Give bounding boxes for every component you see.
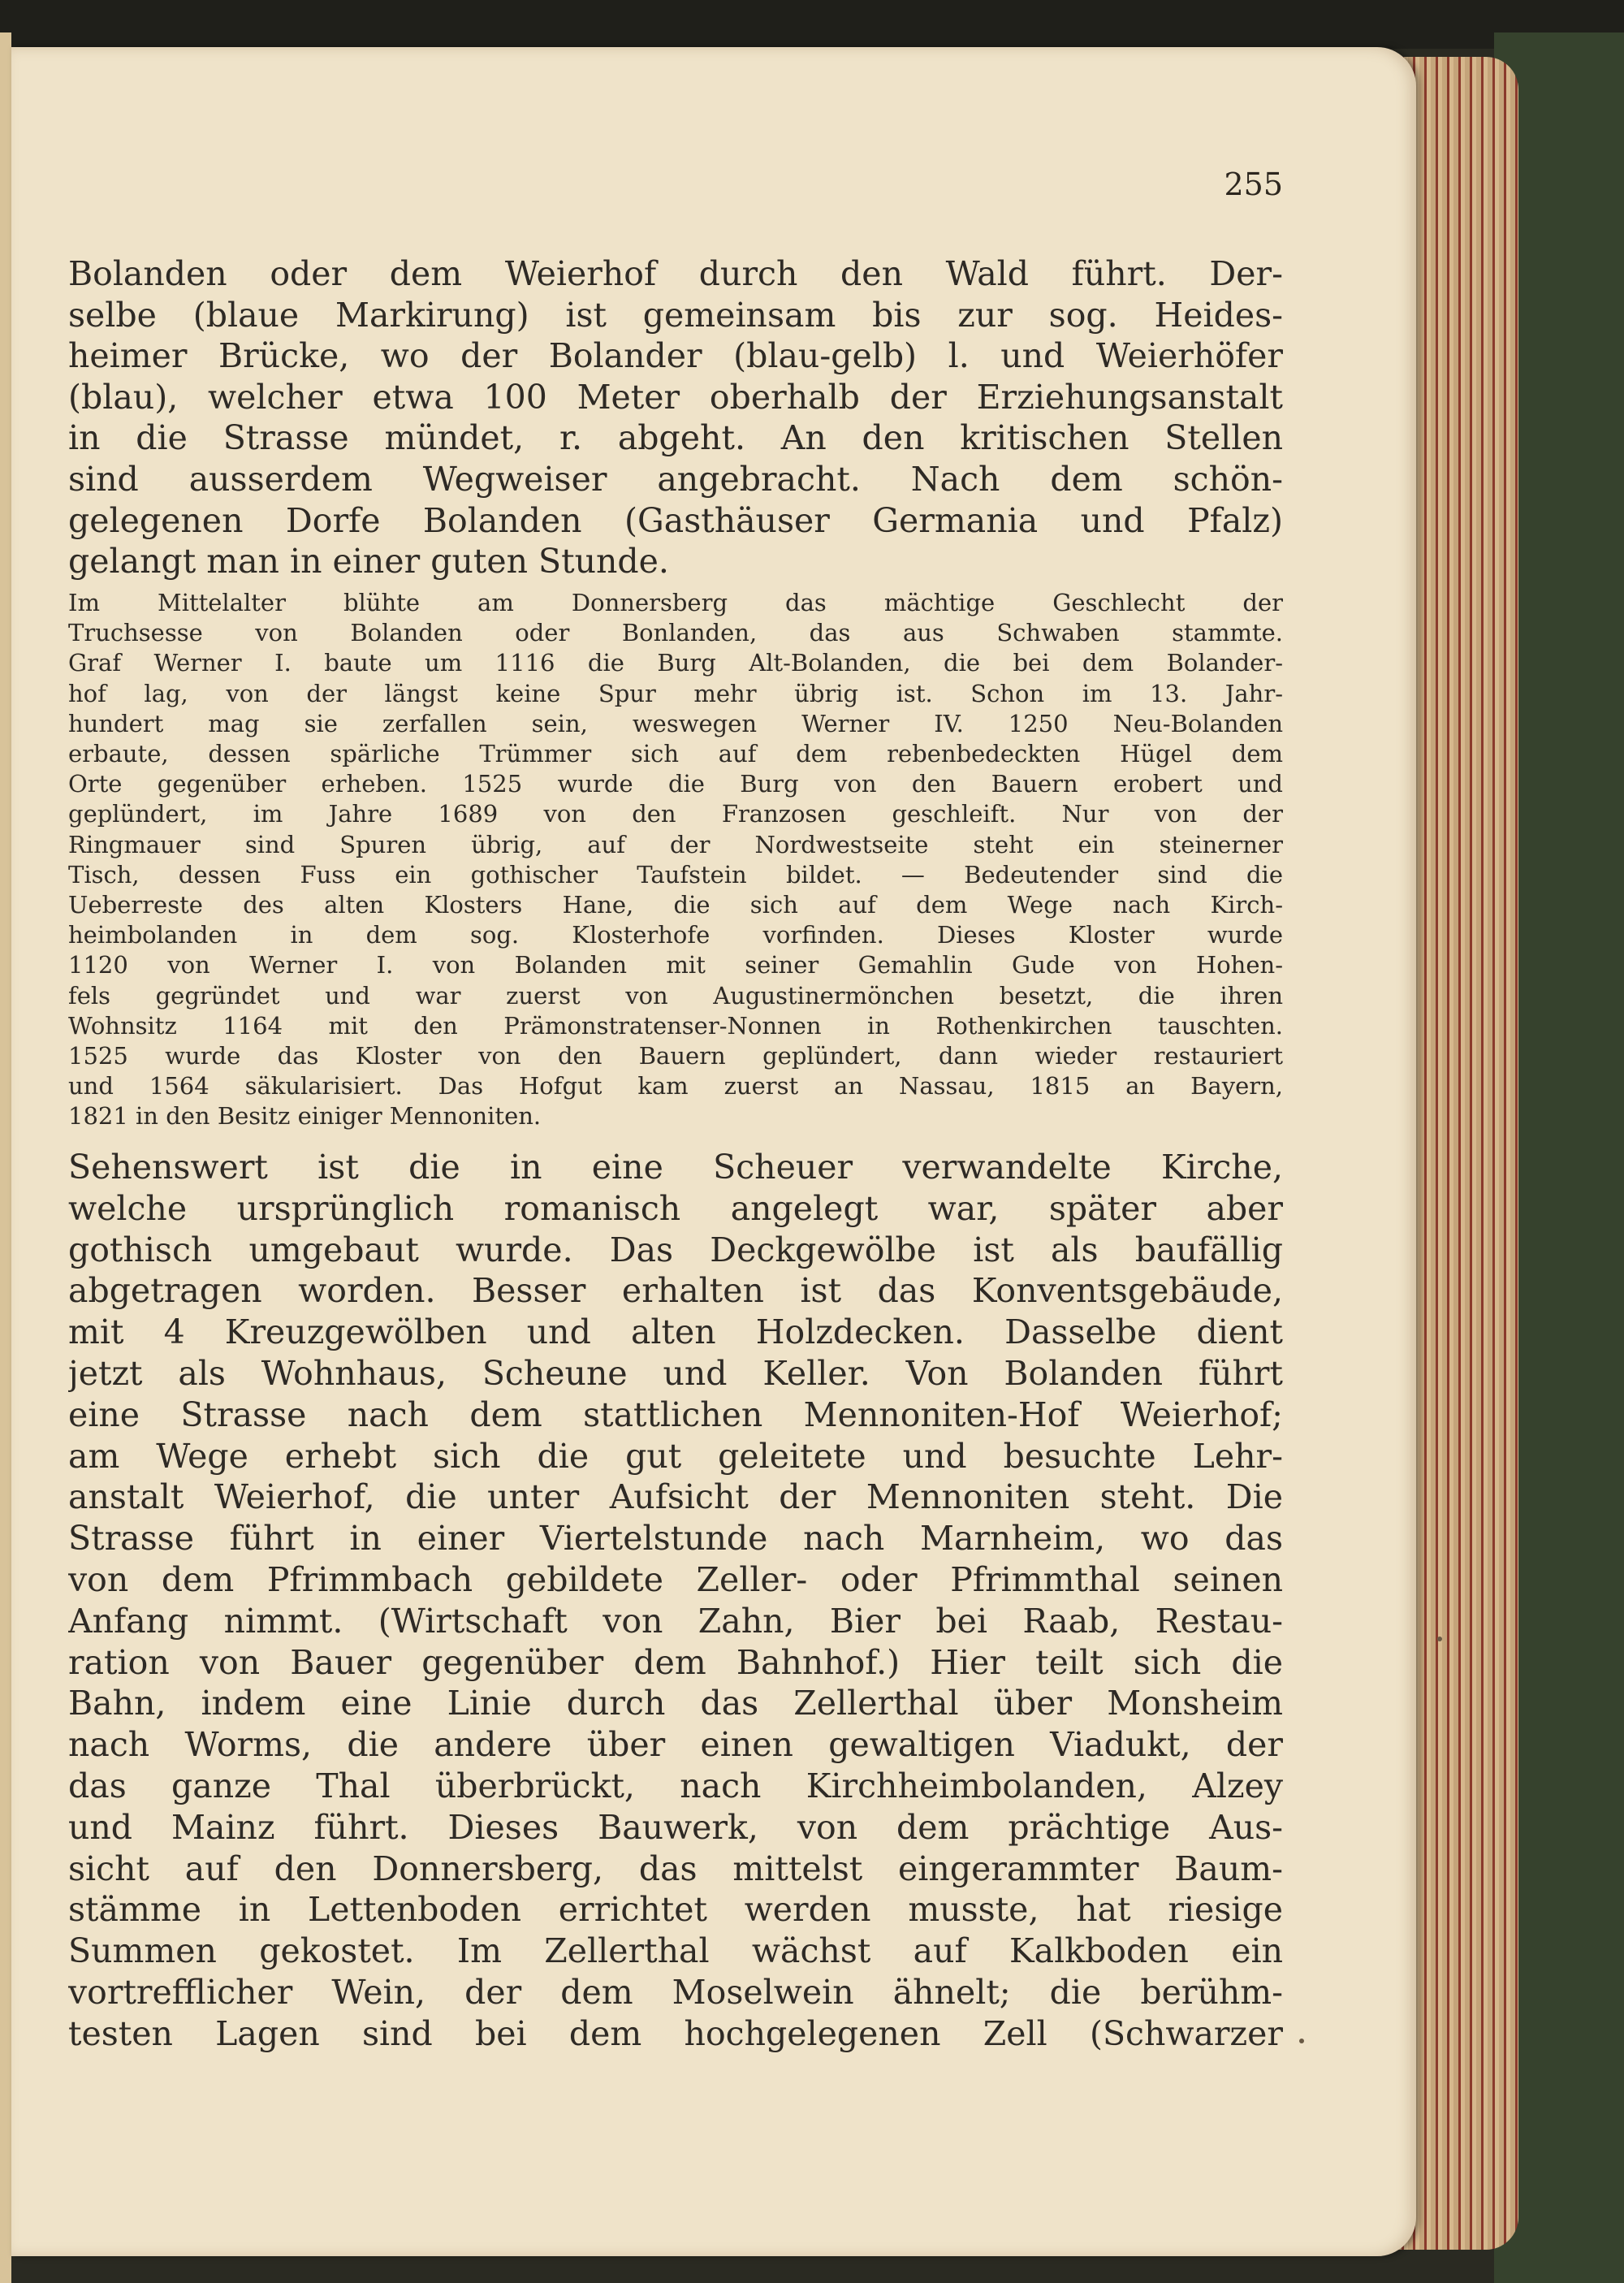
facing-page-edge: [0, 32, 11, 2283]
paragraph-2-line: das ganze Thal überbrückt, nach Kirchheimbolanden, Alzey: [68, 1766, 1283, 1805]
page-number: 255: [1224, 166, 1283, 202]
paragraph-2-line: von dem Pfrimmbach gebildete Zeller- oder Pfrimmthal seinen: [68, 1559, 1283, 1599]
footnote-line: 1821 in den Besitz einiger Mennoniten.: [68, 1102, 542, 1131]
footnote-line: fels gegründet und war zuerst von Augustinermönchen besetzt, die ihren: [68, 981, 1283, 1010]
paragraph-1-line: sind ausserdem Wegweiser angebracht. Nach dem schön-: [68, 459, 1283, 499]
footnote-line: Graf Werner I. baute um 1116 die Burg Alt-Bolanden, die bei dem Bolander-: [68, 649, 1283, 677]
paragraph-2-line: eine Strasse nach dem stattlichen Mennoniten-Hof Weierhof;: [68, 1394, 1283, 1434]
paragraph-1-line: gelangt man in einer guten Stunde.: [68, 542, 669, 582]
paragraph-2-line: nach Worms, die andere über einen gewaltigen Viadukt, der: [68, 1725, 1283, 1765]
paragraph-2-line: mit 4 Kreuzgewölben und alten Holzdecken. Dasselbe dient: [68, 1312, 1283, 1352]
footnote-line: Orte gegenüber erheben. 1525 wurde die Burg von den Bauern erobert und: [68, 770, 1283, 798]
footnote-line: geplündert, im Jahre 1689 von den Franzosen geschleift. Nur von der: [68, 800, 1283, 828]
footnote-line: Tisch, dessen Fuss ein gothischer Taufstein bildet. — Bedeutender sind die: [68, 860, 1283, 889]
paragraph-2-line: jetzt als Wohnhaus, Scheune und Keller. Von Bolanden führt: [68, 1353, 1283, 1393]
paragraph-2-line: Summen gekostet. Im Zellerthal wächst auf Kalkboden ein: [68, 1931, 1283, 1971]
paragraph-2-line: sicht auf den Donnersberg, das mittelst eingerammter Baum-: [68, 1848, 1283, 1888]
margin-mark: [1437, 1637, 1442, 1641]
footnote-line: Ringmauer sind Spuren übrig, auf der Nordwestseite steht ein steinerner: [68, 830, 1283, 858]
footnote-line: und 1564 säkularisiert. Das Hofgut kam zuerst an Nassau, 1815 an Bayern,: [68, 1072, 1283, 1100]
footnote-line: Ueberreste des alten Klosters Hane, die sich auf dem Wege nach Kirch-: [68, 891, 1283, 919]
book-cover-top: [0, 0, 1624, 49]
margin-mark: [1299, 2039, 1304, 2043]
paragraph-2-line: stämme in Lettenboden errichtet werden musste, hat riesige: [68, 1890, 1283, 1930]
paragraph-1-line: gelegenen Dorfe Bolanden (Gasthäuser Germania und Pfalz): [68, 500, 1283, 540]
paragraph-1-line: selbe (blaue Markirung) ist gemeinsam bis zur sog. Heides-: [68, 295, 1283, 335]
footnote-line: 1120 von Werner I. von Bolanden mit seiner Gemahlin Gude von Hohen-: [68, 951, 1283, 979]
footnote-line: Truchsesse von Bolanden oder Bonlanden, das aus Schwaben stammte.: [68, 619, 1283, 647]
footnote-line: Im Mittelalter blühte am Donnersberg das mächtige Geschlecht der: [68, 589, 1283, 616]
paragraph-1-line: (blau), welcher etwa 100 Meter oberhalb der Erziehungsanstalt: [68, 377, 1283, 417]
paragraph-2-line: Bahn, indem eine Linie durch das Zellerthal über Monsheim: [68, 1684, 1283, 1723]
paragraph-2-line: abgetragen worden. Besser erhalten ist das Konventsgebäude,: [68, 1271, 1283, 1311]
paragraph-2-line: Anfang nimmt. (Wirtschaft von Zahn, Bier bei Raab, Restau-: [68, 1601, 1283, 1641]
paragraph-2-line: Sehenswert ist die in eine Scheuer verwandelte Kirche,: [68, 1148, 1283, 1187]
paragraph-2-line: ration von Bauer gegenüber dem Bahnhof.) Hier teilt sich die: [68, 1642, 1283, 1682]
footnote-line: 1525 wurde das Kloster von den Bauern geplündert, dann wieder restauriert: [68, 1042, 1283, 1070]
paragraph-2-line: gothisch umgebaut wurde. Das Deckgewölbe ist als baufällig: [68, 1230, 1283, 1269]
footnote-line: heimbolanden in dem sog. Klosterhofe vorfinden. Dieses Kloster wurde: [68, 921, 1283, 949]
paragraph-1-line: in die Strasse mündet, r. abgeht. An den kritischen Stellen: [68, 418, 1283, 458]
footnote-line: Wohnsitz 1164 mit den Prämonstratenser-Nonnen in Rothenkirchen tauschten.: [68, 1011, 1283, 1040]
paragraph-2-line: welche ursprünglich romanisch angelegt war, später aber: [68, 1188, 1283, 1228]
paragraph-1-line: heimer Brücke, wo der Bolander (blau-gelb) l. und Weierhöfer: [68, 336, 1283, 376]
paragraph-2-line: testen Lagen sind bei dem hochgelegenen Zell (Schwarzer: [68, 2013, 1283, 2053]
footnote-line: hof lag, von der längst keine Spur mehr übrig ist. Schon im 13. Jahr-: [68, 679, 1283, 707]
paragraph-2-line: am Wege erhebt sich die gut geleitete und besuchte Lehr-: [68, 1436, 1283, 1476]
footnote-history: [68, 588, 1283, 1132]
footnote-line: erbaute, dessen spärliche Trümmer sich auf dem rebenbedeckten Hügel dem: [68, 740, 1283, 768]
paragraph-2-line: und Mainz führt. Dieses Bauwerk, von dem prächtige Aus-: [68, 1807, 1283, 1847]
footnote-line: hundert mag sie zerfallen sein, weswegen Werner IV. 1250 Neu-Bolanden: [68, 709, 1283, 737]
paragraph-1: [68, 253, 1283, 582]
paragraph-2-line: anstalt Weierhof, die unter Aufsicht der Mennoniten steht. Die: [68, 1477, 1283, 1517]
paragraph-2-line: vortrefflicher Wein, der dem Moselwein ähnelt; die berühm-: [68, 1972, 1283, 2012]
paragraph-1-line: Bolanden oder dem Weierhof durch den Wald führt. Der-: [68, 254, 1283, 293]
paragraph-2-line: Strasse führt in einer Viertelstunde nach Marnheim, wo das: [68, 1519, 1283, 1559]
paragraph-2: [68, 1147, 1283, 2055]
